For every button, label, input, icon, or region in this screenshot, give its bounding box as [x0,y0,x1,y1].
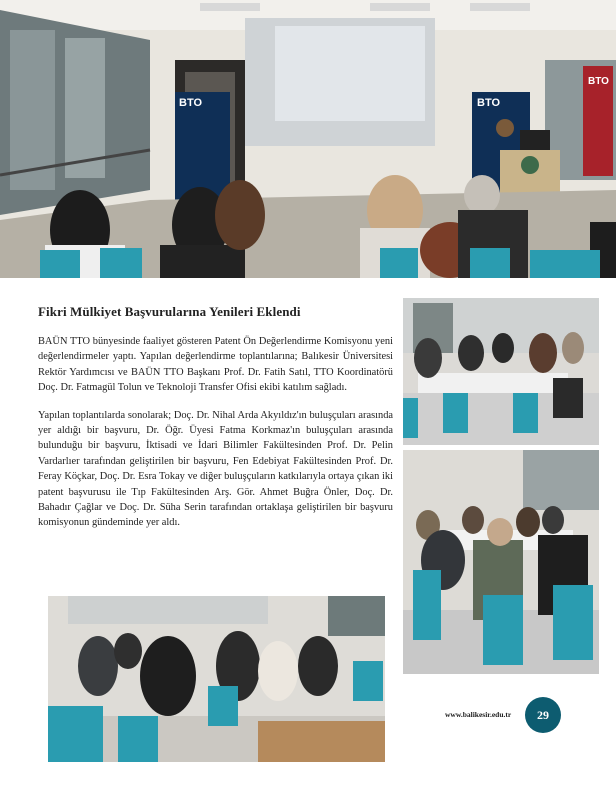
page-number-badge: 29 [525,697,561,733]
wall-banner-text: BTO [588,76,609,87]
article [38,304,393,543]
article-title: Fikri Mülkiyet Başvurularına Yenileri Eklendi [38,304,301,319]
footer-url: www.balikesir.edu.tr [445,710,512,719]
article-paragraph-2: Yapılan toplantılarda sonolarak; Doç. Dr. Nihal Arda Akyıldız'ın buluşçuları arasında yer aldığı bir başvuru, Dr. Öğr. Üyesi Fatma Korkmaz'ın buluşçuları arasında bulunduğu bir başvuru, İktisadi ve İdari Bilimler Fakültesinden Prof. Dr. Pelin Vardarlıer tarafından geliştirilen bir başvuru, Fen Edebiyat Fakültesinden Prof. Dr. Feray Köçkar, Doç. Dr. Esra Tokay ve diğer buluşçuların katkılarıyla ortaya çıkan iki patent başvurusu ile Tıp Fakültesinden Arş. Gör. Ahmet Buğra Önler, Doç. Dr. Bahadır Çağlar ve Doç. Dr. Süha Serin tarafından ortaklaşa geliştirilen bir başvuru komisyonun gündeminde yer aldı. [38,409,393,529]
article-paragraph-1: BAÜN TTO bünyesinde faaliyet gösteren Patent Ön Değerlendirme Komisyonu yeni değerlendirmeler yaptı. Yapılan değerlendirme toplantılarına; Balıkesir Üniversitesi Rektör Yardımcısı ve BAÜN TTO Başkanı Prof. Dr. Fatih Satıl, TTO Koordinatörü Doç. Dr. Fatmagül Tolun ve Teknoloji Transfer Ofisi ekibi katılım sağladı. [38,336,393,394]
banner-right-text: BTO [477,97,501,109]
meeting-photo-right-bottom [403,450,599,674]
hero-photo [0,0,616,278]
meeting-photo-bottom-left [48,596,385,762]
meeting-photo-right-top [403,298,599,445]
banner-left-text: BTO [179,97,203,109]
